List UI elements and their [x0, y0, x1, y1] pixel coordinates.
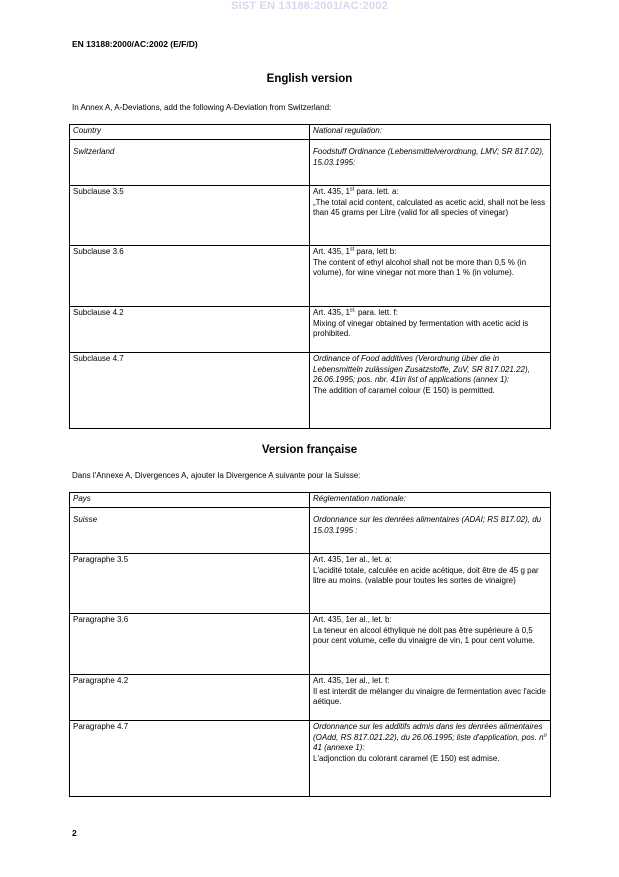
english-section-title: English version	[266, 73, 353, 85]
french-section-title: Version française	[261, 444, 358, 456]
article-reference: Art. 435, 1er al., let. a:	[313, 554, 392, 564]
clause-cell: Subclause 3.5	[70, 185, 310, 245]
table-row	[70, 720, 551, 796]
country-cell: Switzerland	[70, 139, 310, 185]
table-row	[70, 352, 551, 428]
regulation-cell: Ordonnance sur les denrées alimentaires (ADAI; RS 817.02), du 15.03.1995 :	[310, 507, 551, 553]
clause-cell: Paragraphe 3.6	[70, 613, 310, 674]
english-deviation-table	[69, 124, 551, 429]
english-intro: In Annex A, A-Deviations, add the following A-Deviation from Switzerland:	[72, 103, 332, 112]
clause-cell: Paragraphe 4.2	[70, 674, 310, 720]
regulation-text: L'acidité totale, calculée en acide acétique, doit être de 45 g par litre au moins. (valable pour toutes les sortes de vinaigre)	[313, 565, 539, 586]
regulation-cell	[310, 674, 551, 720]
regulation-text: Il est interdit de mélanger du vinaigre de fermentation avec l'acide aétique.	[313, 686, 546, 707]
regulation-text: The content of ethyl alcohol shall not be more than 0,5 % (in volume), for wine vinegar not more than 1 % (in volume).	[313, 257, 527, 278]
regulation-text: The addition of caramel colour (E 150) is permitted.	[313, 386, 495, 396]
header-regulation: National regulation:	[310, 125, 551, 140]
table-row	[70, 553, 551, 613]
regulation-cell: Foodstuff Ordinance (Lebensmittelverordnung, LMV; SR 817.02), 15.03.1995:	[310, 139, 551, 185]
french-intro: Dans l'Annexe A, Divergences A, ajouter la Divergence A suivante pour la Suisse:	[72, 471, 361, 480]
french-deviation-table	[69, 492, 551, 797]
article-reference: Art. 435, 1er al., let. b:	[313, 614, 392, 624]
table-row	[70, 613, 551, 674]
regulation-text: Mixing of vinegar obtained by fermentation with acetic acid is prohibited.	[313, 318, 529, 339]
regulation-cell	[310, 613, 551, 674]
article-reference: Art. 435, 1st para, lett b:	[313, 246, 397, 256]
country-cell: Suisse	[70, 507, 310, 553]
table-row	[70, 245, 551, 306]
header-country: Country	[70, 125, 310, 140]
clause-cell: Paragraphe 4.7	[70, 720, 310, 796]
table-row	[70, 674, 551, 720]
header-regulation: Réglementation nationale:	[310, 493, 551, 508]
regulation-text: „The total acid content, calculated as acetic acid, shall not be less than 45 grams per Litre (valid for all species of vinegar)	[313, 197, 546, 218]
regulation-cell	[310, 553, 551, 613]
regulation-cell	[310, 185, 551, 245]
clause-cell: Subclause 3.6	[70, 245, 310, 306]
article-reference: Art. 435, 1er al., let. f:	[313, 675, 390, 685]
page-number: 2	[72, 828, 77, 838]
watermark: SIST EN 13188:2001/AC:2002	[231, 0, 388, 12]
ordinance-reference: Ordonnance sur les additifs admis dans les denrées alimentaires (OAdd, RS 817.021.22), du 26.06.1995; liste d'application, pos. $n^o$ 41 (annexe 1):	[313, 721, 547, 753]
table-header-row	[70, 493, 551, 508]
document-reference: EN 13188:2000/AC:2002 (E/F/D)	[72, 39, 198, 49]
regulation-cell	[310, 306, 551, 352]
table-row	[70, 185, 551, 245]
ordinance-reference: Ordinance of Food additives (Verordnung über die in Lebensmitteln zulässigen Zusatzstoffe, ZuV, SR 817.021.22), 26.06.1995; pos. nbr. 41in list of applications (annex 1):	[313, 353, 530, 385]
table-row	[70, 139, 551, 185]
article-reference: Art. 435, $1^{st.}$ para. lett. f:	[313, 307, 398, 317]
regulation-cell	[310, 245, 551, 306]
clause-cell: Subclause 4.7	[70, 352, 310, 428]
regulation-text: L'adjonction du colorant caramel (E 150) est admise.	[313, 754, 500, 764]
header-country: Pays	[70, 493, 310, 508]
clause-cell: Subclause 4.2	[70, 306, 310, 352]
regulation-cell	[310, 720, 551, 796]
regulation-text: La teneur en alcool éthylique ne doit pas être supérieure à 0,5 pour cent volume, celle du vinaigre de vin, 1 pour cent volume.	[313, 625, 535, 646]
regulation-cell	[310, 352, 551, 428]
article-reference: Art. 435, 1st para. lett. a:	[313, 186, 399, 196]
clause-cell: Paragraphe 3.5	[70, 553, 310, 613]
table-header-row	[70, 125, 551, 140]
table-row	[70, 306, 551, 352]
table-row	[70, 507, 551, 553]
